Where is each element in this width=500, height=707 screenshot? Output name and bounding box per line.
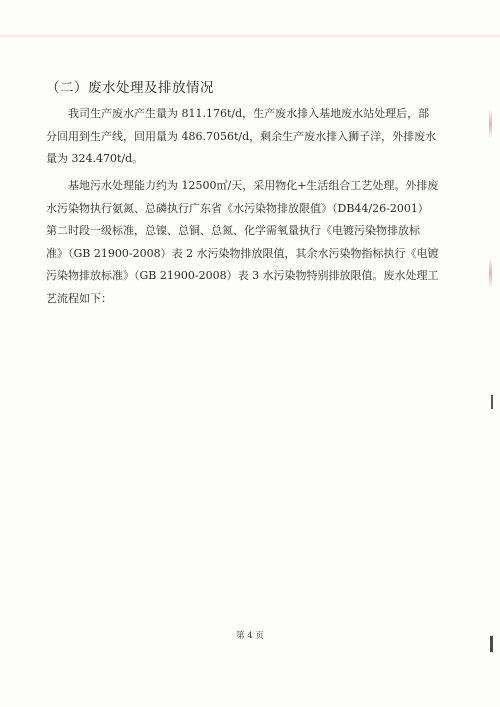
seal-edge-mark	[489, 110, 492, 138]
paragraph-line: 量为 324.470t/d。	[46, 152, 144, 165]
scan-edge-mark	[491, 395, 493, 409]
paragraph-line: 水污染物执行氨氮、总磷执行广东省《水污染物排放限值》（DB44/26-2001）	[46, 201, 429, 215]
paragraph-line: 基地污水处理能力约为 12500㎥/天，采用物化+生活组合工艺处理。外排废	[68, 179, 439, 192]
scan-band	[0, 34, 500, 38]
section-heading: （二）废水处理及排放情况	[46, 80, 214, 96]
paragraph-line: 分回用到生产线，回用量为 486.7056t/d，剩余生产废水排入狮子洋，外排废水	[46, 129, 437, 143]
seal-edge-mark	[489, 258, 492, 288]
paragraph-line: 污染物排放标准》（GB 21900-2008）表 3 水污染物特别排放限值。废水处理工	[46, 269, 439, 282]
paragraph-line: 我司生产废水产生量为 811.176t/d，生产废水排入基地废水站处理后，部	[68, 107, 430, 120]
paragraph-treatment-standards	[46, 175, 466, 310]
page-number: 第 4 页	[236, 631, 264, 641]
scan-edge-mark	[490, 636, 493, 652]
paragraph-wastewater-volume	[46, 103, 466, 171]
paragraph-line: 第二时段一级标准，总镍、总铜、总氮、化学需氧量执行《电镀污染物排放标	[46, 224, 420, 237]
paragraph-line: 准》（GB 21900-2008）表 2 水污染物排放限值，其余水污染物指标执行《电镀	[46, 246, 439, 260]
paragraph-line: 艺流程如下：	[46, 291, 112, 305]
